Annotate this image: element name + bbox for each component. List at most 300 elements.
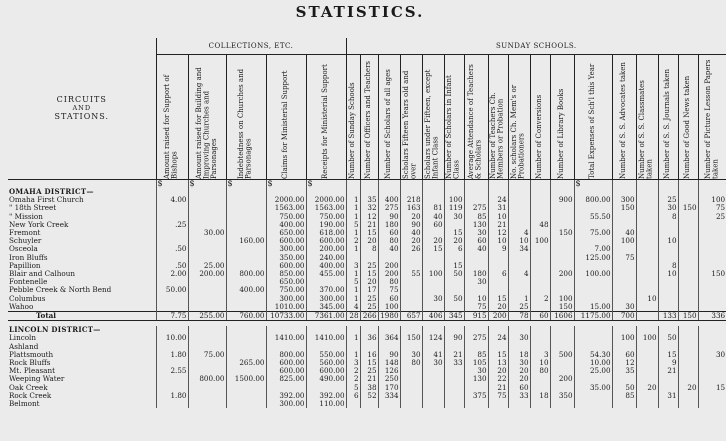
table-cell: 10 [508, 237, 530, 245]
table-cell [658, 245, 678, 253]
column-header [188, 55, 226, 180]
page-title: STATISTICS. [295, 3, 425, 21]
table-cell [464, 400, 488, 408]
table-cell: 20 [360, 278, 378, 286]
table-cell [156, 204, 188, 212]
table-cell: 370.00 [306, 286, 346, 294]
currency-mark [488, 180, 508, 189]
table-cell: 60 [508, 384, 530, 392]
table-cell: 15 [360, 359, 378, 367]
column-header [530, 55, 550, 180]
table-cell [612, 270, 636, 278]
table-cell [636, 221, 658, 229]
table-cell: 350.00 [266, 254, 306, 262]
table-cell: 600.00 [306, 367, 346, 375]
table-cell: 915 [464, 312, 488, 321]
table-cell [678, 270, 698, 278]
table-cell [508, 204, 530, 212]
table-cell [612, 286, 636, 294]
table-cell: 20 [508, 375, 530, 383]
table-cell: 1 [346, 204, 360, 212]
table-cell: 1 [346, 351, 360, 359]
table-cell: 350 [550, 392, 574, 400]
table-cell [636, 270, 658, 278]
table-cell: 60 [612, 351, 636, 359]
table-cell [400, 392, 422, 400]
table-cell: 20 [508, 367, 530, 375]
table-cell [698, 392, 726, 400]
table-cell [400, 400, 422, 408]
table-cell: 392.00 [266, 392, 306, 400]
table-cell: 75 [698, 204, 726, 212]
table-cell [636, 400, 658, 408]
table-cell: 9 [658, 359, 678, 367]
table-cell [636, 196, 658, 204]
currency-mark: $ [266, 180, 306, 189]
table-cell: 24 [488, 334, 508, 342]
table-cell: 60 [378, 295, 400, 303]
table-cell: 400.00 [306, 262, 346, 270]
table-cell [226, 400, 266, 408]
table-cell [530, 278, 550, 286]
table-cell: 75 [378, 286, 400, 294]
table-cell [226, 326, 266, 334]
table-cell: 50.00 [156, 286, 188, 294]
total-row [8, 312, 726, 321]
table-cell [658, 400, 678, 408]
table-cell [444, 375, 464, 383]
table-cell [574, 400, 612, 408]
table-cell: 15 [422, 245, 444, 253]
table-cell [550, 237, 574, 245]
currency-mark [444, 180, 464, 189]
table-cell: 200 [550, 270, 574, 278]
table-cell: 75.00 [574, 229, 612, 237]
column-header [346, 55, 360, 180]
table-cell: 100 [422, 270, 444, 278]
column-header [400, 55, 422, 180]
table-cell [444, 367, 464, 375]
column-header-label: Claims for Ministerial Support [281, 70, 290, 179]
table-cell [636, 254, 658, 262]
table-cell: 100 [378, 303, 400, 312]
table-cell [226, 343, 266, 351]
table-cell: .50 [156, 262, 188, 270]
table-cell: 150 [400, 334, 422, 342]
table-cell: 760.00 [226, 312, 266, 321]
table-cell: 15 [444, 229, 464, 237]
stub-header [8, 38, 156, 180]
table-cell [530, 262, 550, 270]
table-cell: 60 [464, 237, 488, 245]
table-cell [678, 262, 698, 270]
table-cell: 266 [360, 312, 378, 321]
table-cell [188, 237, 226, 245]
table-cell: 1.80 [156, 351, 188, 359]
column-header [678, 55, 698, 180]
table-cell [156, 229, 188, 237]
table-cell: 21 [444, 351, 464, 359]
table-cell: 7.75 [156, 312, 188, 321]
table-cell: 190.00 [306, 221, 346, 229]
table-cell: 90 [378, 213, 400, 221]
table-cell: 16 [360, 351, 378, 359]
table-cell: 8 [658, 262, 678, 270]
table-cell: 600.00 [266, 359, 306, 367]
table-cell: 9 [488, 245, 508, 253]
table-cell: 30 [444, 213, 464, 221]
table-cell: 200 [550, 375, 574, 383]
table-cell [530, 375, 550, 383]
table-cell: 5 [346, 278, 360, 286]
table-cell: 25 [360, 303, 378, 312]
table-cell: 20 [488, 367, 508, 375]
table-cell: 80 [378, 237, 400, 245]
column-header [444, 55, 464, 180]
table-cell: 10 [636, 295, 658, 303]
table-cell: 150 [550, 229, 574, 237]
row-label: Rock Bluffs [9, 358, 51, 368]
table-cell: 25 [698, 213, 726, 221]
table-cell [488, 254, 508, 262]
table-cell: 2000.00 [266, 196, 306, 204]
table-cell [464, 254, 488, 262]
table-row [8, 245, 726, 253]
table-cell [530, 204, 550, 212]
table-cell: 800.00 [266, 351, 306, 359]
table-cell [188, 326, 226, 334]
table-cell [678, 367, 698, 375]
table-cell: 364 [378, 334, 400, 342]
currency-mark [422, 180, 444, 189]
table-cell: 100 [444, 196, 464, 204]
row-label: Belmont [9, 399, 40, 409]
table-cell: 55.50 [574, 213, 612, 221]
row-label: Total [8, 312, 156, 321]
table-cell [636, 312, 658, 321]
table-cell [550, 400, 574, 408]
table-cell: 825.00 [266, 375, 306, 383]
currency-mark: $ [188, 180, 226, 189]
table-cell: 6 [444, 245, 464, 253]
table-cell: 200 [378, 270, 400, 278]
table-cell: 119 [444, 204, 464, 212]
table-cell: 1 [346, 245, 360, 253]
table-cell: 10 [658, 237, 678, 245]
table-cell: 1 [346, 286, 360, 294]
table-cell: .25 [156, 221, 188, 229]
column-header-label: Number of Scholars of all ages [384, 69, 393, 179]
stub-label-stations: STATIONS. [54, 111, 109, 121]
table-cell [698, 400, 726, 408]
statistics-table [8, 38, 726, 408]
table-cell: 400.00 [266, 221, 306, 229]
table-cell [550, 334, 574, 342]
row-label: Mt. Pleasant [9, 366, 55, 376]
table-cell [508, 400, 530, 408]
table-cell: 750.00 [266, 213, 306, 221]
column-header [508, 55, 530, 180]
table-cell: .50 [156, 245, 188, 253]
table-cell: 15 [360, 270, 378, 278]
table-cell: 36 [360, 334, 378, 342]
table-cell [698, 326, 726, 334]
table-cell: 10.00 [156, 334, 188, 342]
table-cell: 150 [678, 204, 698, 212]
table-cell [226, 334, 266, 342]
table-cell [188, 196, 226, 204]
table-cell: 1 [346, 229, 360, 237]
table-cell: 2.00 [156, 270, 188, 278]
row-label: LINCOLN DISTRICT— [9, 325, 101, 335]
table-cell: 600.00 [266, 367, 306, 375]
table-cell [464, 188, 488, 196]
table-cell [188, 213, 226, 221]
table-cell: 40 [422, 213, 444, 221]
table-cell: 13 [488, 359, 508, 367]
column-header [266, 55, 306, 180]
table-cell: 406 [422, 312, 444, 321]
table-cell [422, 375, 444, 383]
table-cell [550, 204, 574, 212]
currency-mark [464, 180, 488, 189]
table-cell: 550.00 [306, 351, 346, 359]
row-label: Osceola [9, 244, 38, 254]
table-cell [530, 254, 550, 262]
table-cell: 255.00 [188, 312, 226, 321]
row-label: Rock Creek [9, 390, 52, 400]
column-header [488, 55, 508, 180]
table-cell [658, 295, 678, 303]
column-header-label: Total Expenses of Sch'l this Year [588, 63, 597, 179]
table-cell: 1 [346, 334, 360, 342]
row-label: Lincoln [9, 333, 36, 343]
table-cell: 130 [464, 221, 488, 229]
table-cell: 8 [360, 245, 378, 253]
column-header-label: Amount raised for Building and Improving Churches and Parsonages [194, 67, 218, 179]
table-cell [226, 213, 266, 221]
table-cell [698, 245, 726, 253]
table-cell: 20 [400, 213, 422, 221]
table-cell [574, 326, 612, 334]
currency-mark [658, 180, 678, 189]
column-header-label: Number of S. S. Classmates taken [638, 80, 655, 179]
table-cell [698, 237, 726, 245]
table-cell [226, 392, 266, 400]
column-header [464, 55, 488, 180]
table-cell: 30 [508, 334, 530, 342]
table-cell: 35 [360, 196, 378, 204]
table-cell [422, 254, 444, 262]
column-header [360, 55, 378, 180]
table-cell [612, 213, 636, 221]
table-cell: 20 [422, 237, 444, 245]
table-cell [508, 278, 530, 286]
table-cell [226, 295, 266, 303]
table-cell: 275 [378, 204, 400, 212]
table-cell [188, 295, 226, 303]
row-label: Oak Creek [9, 382, 48, 392]
table-cell: 300.00 [306, 295, 346, 303]
table-cell: 24 [488, 196, 508, 204]
table-cell: 33 [508, 392, 530, 400]
table-cell: 5 [346, 384, 360, 392]
table-cell: 10 [464, 295, 488, 303]
table-cell [226, 245, 266, 253]
table-cell [678, 400, 698, 408]
table-cell [678, 286, 698, 294]
table-cell: 4.00 [156, 196, 188, 204]
table-cell: 6 [346, 392, 360, 400]
table-cell: 180 [464, 270, 488, 278]
table-cell: 10 [658, 270, 678, 278]
table-cell [188, 286, 226, 294]
table-cell [530, 326, 550, 334]
table-cell [422, 392, 444, 400]
table-cell: 490.00 [306, 375, 346, 383]
row-label: Blair and Calhoun [9, 269, 75, 279]
table-cell: 85 [464, 213, 488, 221]
table-cell: 50 [612, 384, 636, 392]
table-cell: 650.00 [266, 229, 306, 237]
table-cell [156, 400, 188, 408]
column-header-label: Number of Library Books [557, 88, 566, 179]
table-cell [636, 204, 658, 212]
table-cell: 48 [530, 221, 550, 229]
table-cell: 124 [422, 334, 444, 342]
table-cell: 150 [678, 312, 698, 321]
table-cell: 50 [444, 270, 464, 278]
table-cell: 100.00 [574, 270, 612, 278]
table-cell: 2.55 [156, 367, 188, 375]
table-cell: 200.00 [188, 270, 226, 278]
table-cell: 26 [400, 245, 422, 253]
table-cell [698, 254, 726, 262]
table-cell [378, 400, 400, 408]
table-cell: 1 [346, 213, 360, 221]
currency-mark [678, 180, 698, 189]
table-cell [530, 400, 550, 408]
table-cell: 15 [444, 262, 464, 270]
table-cell: 18 [508, 351, 530, 359]
table-cell: 12 [488, 229, 508, 237]
table-cell: 2 [346, 237, 360, 245]
column-header-label: Number of S. S. Advocates taken [619, 62, 628, 179]
table-cell: 30 [464, 229, 488, 237]
table-body [8, 180, 726, 409]
currency-mark: $ [574, 180, 612, 189]
table-cell: 25 [658, 196, 678, 204]
table-cell [574, 392, 612, 400]
table-cell [400, 286, 422, 294]
table-cell [508, 254, 530, 262]
table-cell [422, 188, 444, 196]
table-cell [698, 278, 726, 286]
table-cell: 40 [378, 245, 400, 253]
column-header [658, 55, 678, 180]
table-cell: 12 [612, 359, 636, 367]
table-cell: 2 [346, 367, 360, 375]
column-header-label: No. scholars Ch. Mem's or Probationers [510, 84, 527, 179]
table-row [8, 400, 726, 408]
table-cell [678, 245, 698, 253]
table-cell: 75 [464, 303, 488, 312]
table-cell [678, 221, 698, 229]
table-cell: 60 [530, 312, 550, 321]
group-header-collections: COLLECTIONS, ETC. [156, 38, 346, 55]
table-cell [636, 262, 658, 270]
table-cell: 28 [346, 312, 360, 321]
table-cell [188, 204, 226, 212]
table-cell [636, 237, 658, 245]
table-row [8, 237, 726, 245]
table-cell: 10 [530, 359, 550, 367]
currency-mark [550, 180, 574, 189]
table-cell: 20 [400, 237, 422, 245]
table-cell [612, 262, 636, 270]
column-header-label: Scholars Fifteen Years old and over [402, 70, 419, 179]
column-header [698, 55, 726, 180]
table-cell: 35 [612, 367, 636, 375]
table-cell: 85 [612, 392, 636, 400]
table-cell: 400.00 [226, 286, 266, 294]
row-label: Pebble Creek & North Bend [9, 285, 112, 295]
row-label: " 18th Street [9, 203, 57, 213]
table-cell: 200 [378, 262, 400, 270]
table-cell: 560.00 [306, 359, 346, 367]
table-cell: 90 [444, 334, 464, 342]
table-cell [508, 213, 530, 221]
table-cell: 1563.00 [266, 204, 306, 212]
table-cell [658, 286, 678, 294]
table-cell [226, 188, 266, 196]
table-cell: 900 [550, 196, 574, 204]
table-cell: 18 [530, 392, 550, 400]
table-cell [226, 204, 266, 212]
table-cell: 392.00 [306, 392, 346, 400]
table-cell: 180 [378, 221, 400, 229]
table-cell: 35.00 [574, 384, 612, 392]
table-cell [188, 384, 226, 392]
table-cell: 200.00 [306, 245, 346, 253]
table-cell: 334 [378, 392, 400, 400]
table-cell: 1175.00 [574, 312, 612, 321]
table-cell: 240.00 [306, 254, 346, 262]
table-cell: 2 [530, 295, 550, 303]
table-cell: 133 [658, 312, 678, 321]
table-cell: 148 [378, 359, 400, 367]
table-cell: 7361.00 [306, 312, 346, 321]
column-header-label: Amount raised for Support of Bishops [163, 74, 179, 179]
table-cell [678, 229, 698, 237]
table-cell: 21 [658, 367, 678, 375]
table-cell [698, 229, 726, 237]
table-cell: 85 [464, 351, 488, 359]
table-cell: 600.00 [266, 237, 306, 245]
table-cell: 4 [508, 270, 530, 278]
table-cell: 400 [378, 196, 400, 204]
table-cell: 78 [508, 312, 530, 321]
table-cell: 170 [378, 384, 400, 392]
table-cell: 3 [530, 351, 550, 359]
table-cell [422, 384, 444, 392]
table-cell: 8 [658, 213, 678, 221]
table-cell [678, 188, 698, 196]
column-header-label: Number of Conversions [535, 94, 544, 179]
table-cell: 50 [444, 295, 464, 303]
table-cell: 55 [400, 270, 422, 278]
table-cell [658, 221, 678, 229]
